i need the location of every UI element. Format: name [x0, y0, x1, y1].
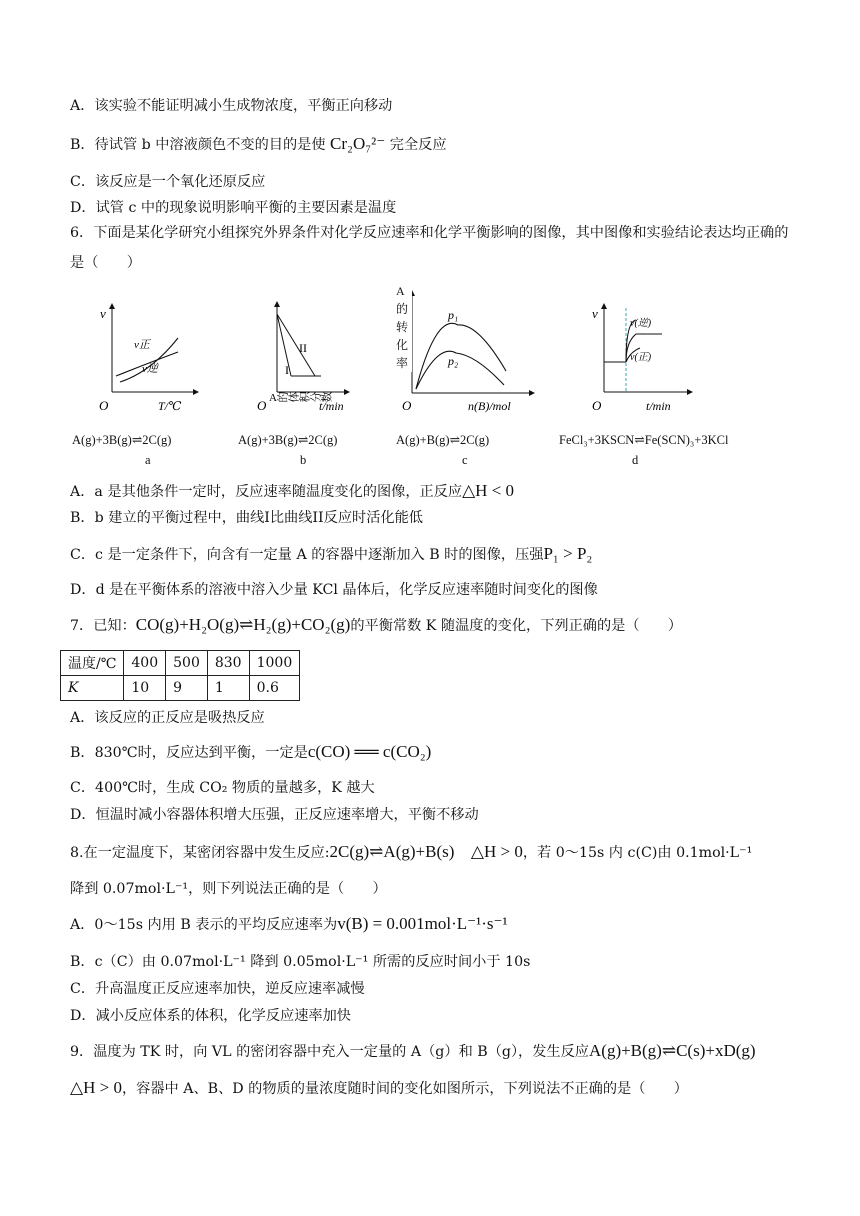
q6-option-b: B．b 建立的平衡过程中，曲线I比曲线II反应时活化能低	[70, 510, 423, 526]
q7-equation: CO(g)+H₂O(g)⇌H₂(g)+CO₂(g)	[135, 615, 351, 634]
q5-option-c: C．该反应是一个氧化还原反应	[70, 174, 266, 190]
figure-c	[398, 283, 538, 415]
k-table-header-k: K	[61, 676, 124, 701]
fig-d-label: d	[632, 453, 639, 467]
q8-option-c: C．升高温度正反应速率加快，逆反应速率减慢	[70, 981, 365, 997]
fig-b-label: b	[300, 453, 307, 467]
figure-a	[96, 300, 206, 415]
q7-option-b: B．830℃时，反应达到平衡，一定是c(CO) ══ c(CO₂)	[70, 742, 432, 761]
q5-option-d: D．试管 c 中的现象说明影响平衡的主要因素是温度	[70, 200, 397, 216]
fig-a-x-label: T/℃	[158, 399, 182, 413]
q7-option-c: C．400℃时，生成 CO₂ 物质的量越多，K 越大	[70, 780, 375, 796]
fig-c-p2: p₂	[448, 354, 459, 368]
q5-option-b: B．待试管 b 中溶液颜色不变的目的是使 Cr₂O₇²⁻ 完全反应	[70, 134, 447, 153]
q5-option-a: A．该实验不能证明减小生成物浓度，平衡正向移动	[70, 98, 393, 114]
q8-option-d: D．减小反应体系的体积，化学反应速率加快	[70, 1008, 351, 1024]
q8-option-b: B．c（C）由 0.07mol·L⁻¹ 降到 0.05mol·L⁻¹ 所需的反应时间小于 10s	[70, 954, 531, 970]
q6-option-c: C．c 是一定条件下，向含有一定量 A 的容器中逐渐加入 B 时的图像，压强P₁ > P₂	[70, 544, 593, 563]
fig-b-origin: O	[257, 398, 267, 413]
dichromate-formula: Cr₂O₇²⁻	[330, 134, 386, 153]
k-table	[60, 650, 300, 701]
q8-option-a: A．0～15s 内用 B 表示的平均反应速率为v(B) = 0.001mol·L⁻¹·s⁻¹	[70, 914, 508, 933]
fig-a-equation: A(g)+3B(g)⇌2C(g)	[72, 433, 172, 447]
fig-b-curve-ii: II	[299, 341, 307, 355]
fig-c-p1: p₁	[448, 308, 459, 322]
fig-a-origin: O	[99, 398, 109, 413]
fig-d-forward: v(正)	[630, 352, 652, 363]
q9-stem-line2: △H > 0，容器中 A、B、D 的物质的量浓度随时间的变化如图所示，下列说法不正确的是（ ）	[70, 1078, 688, 1097]
fig-c-x-label: n(B)/mol	[468, 399, 511, 413]
fig-c-equation: A(g)+B(g)⇌2C(g)	[396, 433, 490, 447]
q6-stem: 6．下面是某化学研究小组探究外界条件对化学反应速率和化学平衡影响的图像，其中图像和实验结论表达均正确的是（ ）	[70, 225, 789, 271]
fig-d-x-label: t/min	[646, 399, 671, 413]
figure-b	[255, 300, 365, 415]
fig-a-curve-reverse: v逆	[142, 363, 158, 375]
q7-stem: 7．已知：CO(g)+H₂O(g)⇌H₂(g)+CO₂(g)的平衡常数 K 随温度的变化，下列正确的是（ ）	[70, 615, 683, 634]
figure-d	[590, 300, 700, 415]
q8-stem-line2: 降到 0.07mol·L⁻¹，则下列说法正确的是（ ）	[70, 881, 387, 897]
fig-d-reverse: v(逆)	[630, 318, 652, 329]
fig-a-curve-forward: v正	[134, 339, 150, 351]
q9-stem: 9．温度为 TK 时，向 VL 的密闭容器中充入一定量的 A（g）和 B（g），发生反应A(g)+B(g)⇌C(s)+xD(g)	[70, 1041, 756, 1060]
fig-c-y-label: A的转化率	[396, 282, 412, 372]
fig-b-x-label: t/min	[319, 399, 344, 413]
q8-equation: 2C(g)⇌A(g)+B(s)	[329, 842, 455, 861]
q6-option-a: A．a 是其他条件一定时，反应速率随温度变化的图像，正反应△H < 0	[70, 481, 515, 500]
fig-c-origin: O	[402, 398, 412, 413]
q9-equation: A(g)+B(g)⇌C(s)+xD(g)	[589, 1041, 756, 1060]
q8-stem: 8.在一定温度下，某密闭容器中发生反应:2C(g)⇌A(g)+B(s) △H > 0，若 0～15s 内 c(C)由 0.1mol·L⁻¹	[70, 842, 753, 861]
fig-b-y-label: A的体积分数	[269, 392, 332, 404]
fig-d-equation: FeCl₃+3KSCN⇌Fe(SCN)₃+3KCl	[559, 433, 729, 447]
fig-a-y-label: v	[100, 306, 106, 321]
fig-d-y-label: v	[592, 306, 598, 321]
fig-d-origin: O	[592, 398, 602, 413]
fig-b-curve-i: I	[285, 363, 289, 377]
fig-b-equation: A(g)+3B(g)⇌2C(g)	[238, 433, 338, 447]
k-table-row-k: K 10 9 1 0.6	[61, 676, 300, 701]
q7-option-d: D．恒温时减小容器体积增大压强，正反应速率增大，平衡不移动	[70, 807, 479, 823]
fig-c-label: c	[462, 453, 468, 467]
q7-option-a: A．该反应的正反应是吸热反应	[70, 710, 265, 726]
fig-a-label: a	[145, 453, 151, 467]
k-table-header-temp: 温度/℃	[61, 651, 124, 676]
q6-option-d: D．d 是在平衡体系的溶液中溶入少量 KCl 晶体后，化学反应速率随时间变化的图像	[70, 582, 598, 598]
k-table-row-temp: 温度/℃ 400 500 830 1000	[61, 651, 300, 676]
